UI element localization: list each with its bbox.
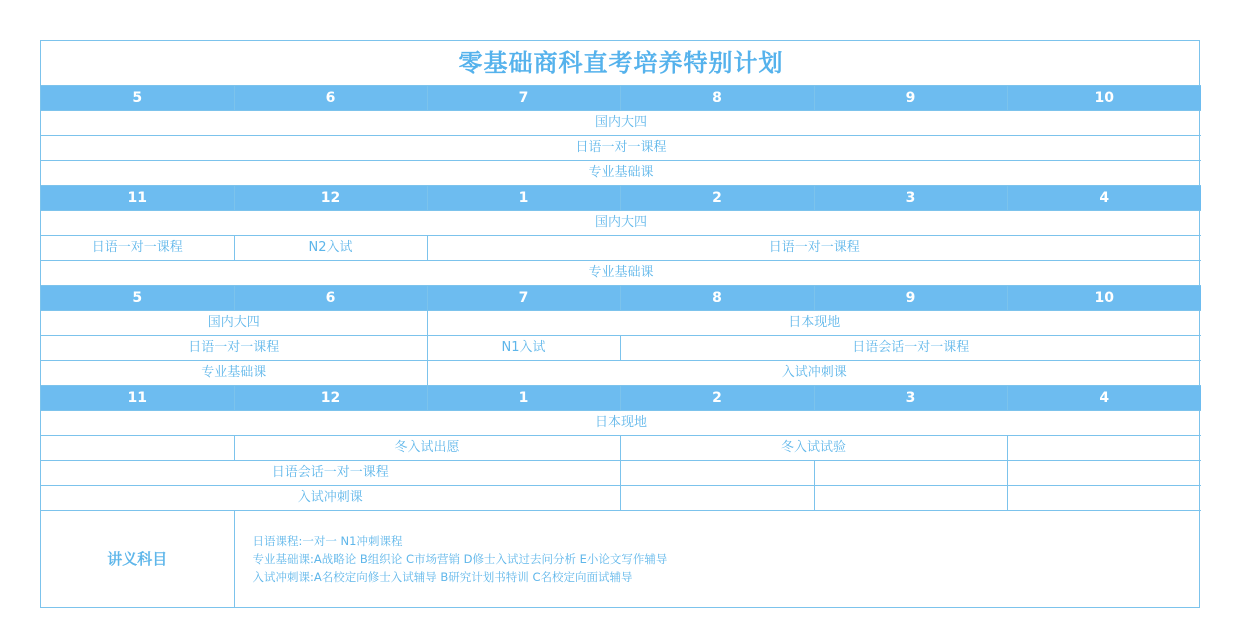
schedule-cell: 入试冲刺课 bbox=[427, 361, 1201, 386]
notes-line: 日语课程:一对一 N1冲刺课程 bbox=[252, 534, 403, 548]
schedule-cell: 日语会话一对一课程 bbox=[41, 461, 620, 486]
schedule-cell: 日语一对一课程 bbox=[41, 236, 234, 261]
empty-cell bbox=[41, 436, 234, 461]
schedule-row bbox=[41, 211, 1201, 236]
month-cell: 6 bbox=[234, 286, 427, 311]
month-cell: 2 bbox=[620, 386, 814, 411]
month-cell: 12 bbox=[234, 386, 427, 411]
empty-cell bbox=[814, 486, 1007, 511]
month-cell: 4 bbox=[1007, 386, 1201, 411]
month-cell: 1 bbox=[427, 186, 620, 211]
month-cell: 1 bbox=[427, 386, 620, 411]
schedule-row bbox=[41, 461, 1201, 486]
study-plan-table bbox=[40, 40, 1200, 608]
month-cell: 2 bbox=[620, 186, 814, 211]
month-cell: 5 bbox=[41, 86, 234, 111]
schedule-cell: 国内大四 bbox=[41, 211, 1201, 236]
empty-cell bbox=[814, 461, 1007, 486]
month-cell: 9 bbox=[814, 286, 1007, 311]
schedule-cell: 冬入试出愿 bbox=[234, 436, 620, 461]
empty-cell bbox=[620, 461, 814, 486]
month-header-row bbox=[41, 186, 1201, 211]
schedule-cell: 日本现地 bbox=[427, 311, 1201, 336]
schedule-cell: 入试冲刺课 bbox=[41, 486, 620, 511]
schedule-cell: 专业基础课 bbox=[41, 361, 427, 386]
empty-cell bbox=[1007, 461, 1201, 486]
schedule-row bbox=[41, 136, 1201, 161]
schedule-row bbox=[41, 261, 1201, 286]
schedule-cell: N1入试 bbox=[427, 336, 620, 361]
schedule-row bbox=[41, 311, 1201, 336]
month-cell: 11 bbox=[41, 386, 234, 411]
month-cell: 8 bbox=[620, 86, 814, 111]
notes-line: 专业基础课:A战略论 B组织论 C市场营销 D修士入试过去问分析 E小论文写作辅导 bbox=[252, 552, 668, 566]
schedule-cell: 日语会话一对一课程 bbox=[620, 336, 1201, 361]
month-header-row bbox=[41, 86, 1201, 111]
schedule-cell: 专业基础课 bbox=[41, 161, 1201, 186]
month-cell: 3 bbox=[814, 386, 1007, 411]
empty-cell bbox=[620, 486, 814, 511]
schedule-row bbox=[41, 486, 1201, 511]
schedule-cell: 国内大四 bbox=[41, 111, 1201, 136]
schedule-cell: 国内大四 bbox=[41, 311, 427, 336]
notes-line: 入试冲刺课:A名校定向修士入试辅导 B研究计划书特训 C名校定向面试辅导 bbox=[252, 570, 633, 584]
month-cell: 7 bbox=[427, 86, 620, 111]
notes-row bbox=[41, 511, 1201, 608]
title-row bbox=[41, 41, 1201, 86]
empty-cell bbox=[1007, 436, 1201, 461]
empty-cell bbox=[1007, 486, 1201, 511]
month-header-row bbox=[41, 286, 1201, 311]
schedule-row bbox=[41, 411, 1201, 436]
month-cell: 4 bbox=[1007, 186, 1201, 211]
schedule-row bbox=[41, 236, 1201, 261]
month-cell: 6 bbox=[234, 86, 427, 111]
month-cell: 9 bbox=[814, 86, 1007, 111]
schedule-cell: 日本现地 bbox=[41, 411, 1201, 436]
schedule-cell: N2入试 bbox=[234, 236, 427, 261]
page-title: 零基础商科直考培养特别计划 bbox=[41, 41, 1201, 86]
schedule-row bbox=[41, 111, 1201, 136]
month-cell: 12 bbox=[234, 186, 427, 211]
notes-content bbox=[234, 511, 1201, 608]
month-cell: 8 bbox=[620, 286, 814, 311]
month-cell: 10 bbox=[1007, 286, 1201, 311]
month-cell: 11 bbox=[41, 186, 234, 211]
month-cell: 3 bbox=[814, 186, 1007, 211]
schedule-row bbox=[41, 436, 1201, 461]
schedule-row bbox=[41, 336, 1201, 361]
month-cell: 5 bbox=[41, 286, 234, 311]
schedule-cell: 日语一对一课程 bbox=[41, 136, 1201, 161]
schedule-row bbox=[41, 361, 1201, 386]
schedule-cell: 冬入试试验 bbox=[620, 436, 1007, 461]
schedule-cell: 专业基础课 bbox=[41, 261, 1201, 286]
month-cell: 10 bbox=[1007, 86, 1201, 111]
month-header-row bbox=[41, 386, 1201, 411]
month-cell: 7 bbox=[427, 286, 620, 311]
notes-label: 讲义科目 bbox=[41, 511, 234, 608]
schedule-cell: 日语一对一课程 bbox=[41, 336, 427, 361]
plan-grid bbox=[41, 41, 1201, 607]
schedule-cell: 日语一对一课程 bbox=[427, 236, 1201, 261]
schedule-row bbox=[41, 161, 1201, 186]
